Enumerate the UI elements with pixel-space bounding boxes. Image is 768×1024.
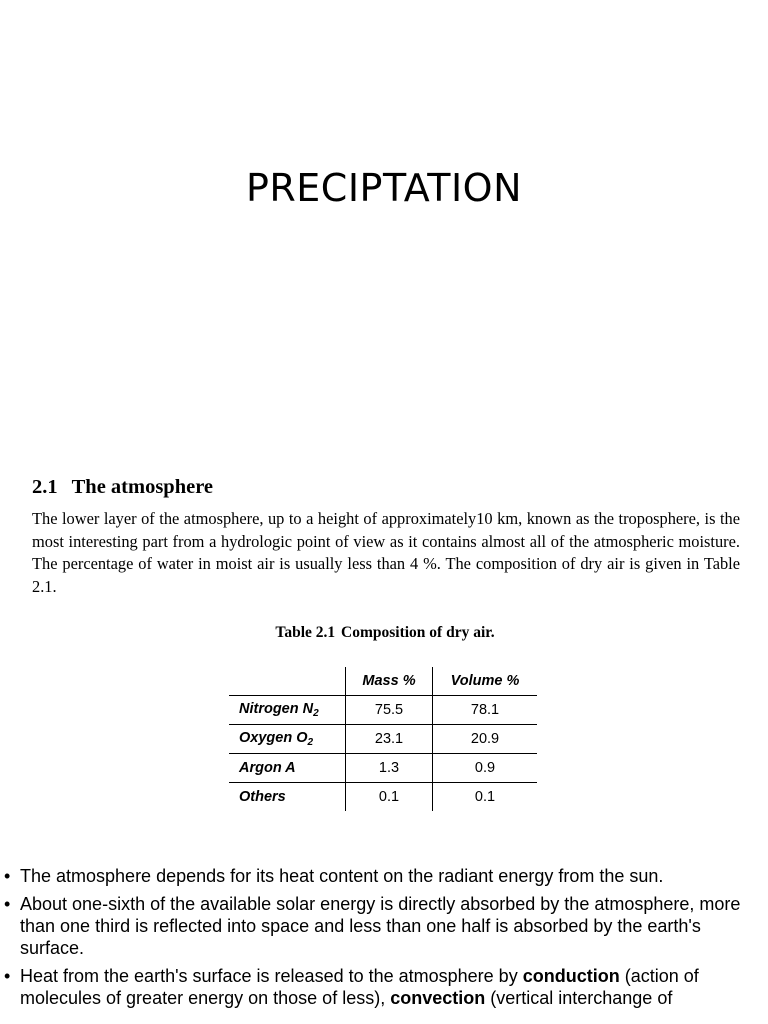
table-header-blank xyxy=(229,667,346,696)
table-row xyxy=(229,783,537,812)
table-caption-label: Table 2.1 xyxy=(275,624,336,641)
table-cell-volume: 20.9 xyxy=(433,725,538,754)
list-item xyxy=(0,965,768,1009)
bullet-icon: • xyxy=(4,966,11,986)
bullet-text: About one-sixth of the available solar energy is directly absorbed by the atmosphere, more than one third is reflected into space and less than one half is absorbed by the earth's surface. xyxy=(20,894,741,958)
bullet-icon: • xyxy=(4,866,11,886)
table-cell-mass: 75.5 xyxy=(346,696,433,725)
table-cell-name: Oxygen $O_2$ xyxy=(229,725,346,754)
bullet-text: The atmosphere depends for its heat content on the radiant energy from the sun. xyxy=(20,866,664,886)
table-caption-text: Composition of dry air. xyxy=(341,624,495,641)
table-header-row xyxy=(229,667,537,696)
table-cell-volume: 78.1 xyxy=(433,696,538,725)
table-header-volume: Volume % xyxy=(433,667,538,696)
table-cell-mass: 1.3 xyxy=(346,754,433,783)
table-cell-volume: 0.1 xyxy=(433,783,538,812)
table-cell-name: Others xyxy=(239,789,286,805)
section-2-1 xyxy=(32,476,740,598)
table-cell-name: Nitrogen $N_2$ xyxy=(229,696,346,725)
section-paragraph: The lower layer of the atmosphere, up to a height of approximately10 km, known as the troposphere, is the most interesting part from a hydrologic point of view as it contains almost all of the atmospheric moisture. The percentage of water in moist air is usually less than 4 %. The composition of dry air is given in Table 2.1. xyxy=(32,509,740,596)
section-heading xyxy=(32,476,740,499)
table-header-mass: Mass % xyxy=(346,667,433,696)
table-cell-volume: 0.9 xyxy=(433,754,538,783)
section-title: The atmosphere xyxy=(71,476,214,498)
table-row xyxy=(229,725,537,754)
page-title: PRECIPTATION xyxy=(245,166,523,210)
table-cell-mass: 0.1 xyxy=(346,783,433,812)
table-cell-name: Argon A xyxy=(229,754,346,783)
bullet-list xyxy=(0,865,768,1015)
bullet-text: Heat from the earth's surface is released to the atmosphere by conduction (action of molecules of greater energy on those of less), convection (vertical interchange of xyxy=(20,966,699,1008)
table-row xyxy=(229,754,537,783)
list-item xyxy=(0,893,768,959)
table-cell-mass: 23.1 xyxy=(346,725,433,754)
list-item xyxy=(0,865,768,887)
bullet-icon: • xyxy=(4,894,11,914)
section-number: 2.1 xyxy=(32,476,58,498)
composition-table xyxy=(229,667,537,811)
table-row xyxy=(229,696,537,725)
table-caption xyxy=(0,624,768,642)
